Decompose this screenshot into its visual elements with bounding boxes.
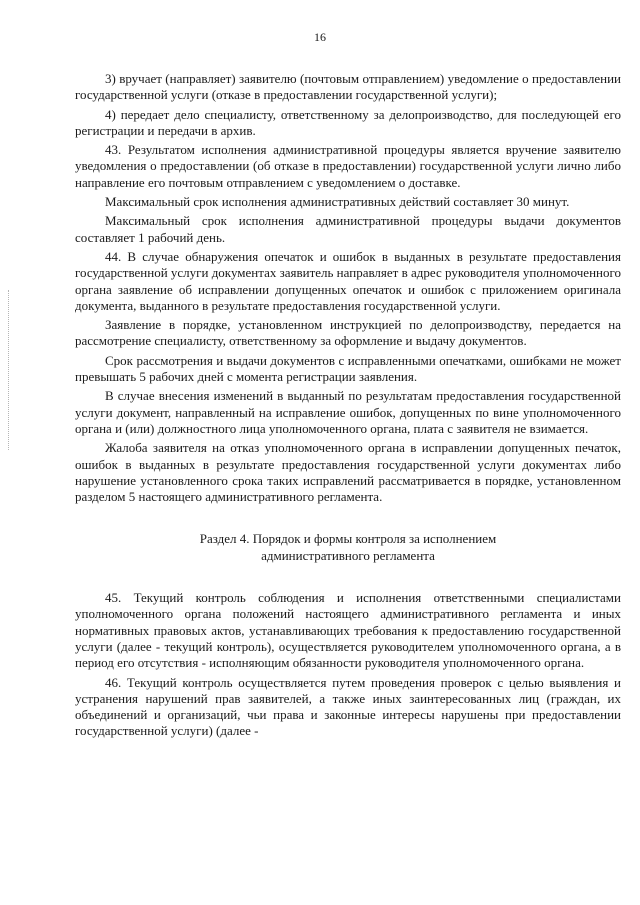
- paragraph-application: Заявление в порядке, установленном инструкцией по делопроизводству, передается на рассмотрение специалисту, ответственному за оформление и выдачу документов.: [75, 317, 621, 349]
- margin-binding-dots: [8, 290, 10, 450]
- paragraph-item-4: 4) передает дело специалисту, ответственному за делопроизводство, для последующей его регистрации и передачи в архив.: [75, 106, 621, 138]
- paragraph-46: 46. Текущий контроль осуществляется путем проведения проверок с целью выявления и устранения нарушений прав заявителей, а также иных заинтересованных лиц (граждан, их объединений и организаций, чьи права и законные интересы нарушены при предоставлении государственной услуги) (далее -: [75, 674, 621, 739]
- paragraph-max-time-actions: Максимальный срок исполнения административных действий составляет 30 минут.: [105, 194, 570, 210]
- document-body: [75, 71, 621, 743]
- paragraph-complaint: Жалоба заявителя на отказ уполномоченного органа в исправлении допущенных печаток, ошибок в выданных в результате предоставления государственной услуги документах либо нарушение установленного срока таких исправлений рассматривается в порядке, установленном разделом 5 настоящего административного регламента.: [75, 440, 621, 505]
- section-heading: Раздел 4. Порядок и формы контроля за исполнением административного регламента: [199, 531, 497, 563]
- page-number: 16: [314, 30, 326, 44]
- paragraph-max-time-procedure: Максимальный срок исполнения административной процедуры выдачи документов составляет 1 рабочий день.: [75, 213, 621, 245]
- paragraph-43: 43. Результатом исполнения административной процедуры является вручение заявителю уведомления о предоставлении (об отказе в предоставлении) государственной услуги лично либо направление его почтовым отправлением с уведомлением о доставке.: [75, 142, 621, 190]
- paragraph-review-term: Срок рассмотрения и выдачи документов с исправленными опечатками, ошибками не может превышать 5 рабочих дней с момента регистрации заявления.: [75, 352, 621, 385]
- paragraph-changes-fee: В случае внесения изменений в выданный по результатам предоставления государственной услуги документ, направленный на исправление ошибок, допущенных по вине уполномоченного органа и (или) должностного лица уполномоченного органа, плата с заявителя не взимается.: [75, 388, 621, 436]
- paragraph-item-3: 3) вручает (направляет) заявителю (почтовым отправлением) уведомление о предоставлении государственной услуги (отказе в предоставлении государственной услуги);: [75, 71, 621, 103]
- paragraph-45: 45. Текущий контроль соблюдения и исполнения ответственными специалистами уполномоченного органа положений настоящего административного регламента и иных нормативных правовых актов, устанавливающих требования к предоставлению государственной услуги (далее - текущий контроль), осуществляется руководителем уполномоченного органа, а в период его отсутствия - исполняющим обязанности руководителя уполномоченного органа.: [75, 590, 621, 671]
- paragraph-44: 44. В случае обнаружения опечаток и ошибок в выданных в результате предоставления государственной услуги документах заявитель направляет в адрес руководителя уполномоченного органа заявление об исправлении допущенных опечаток и ошибок с приложением оригинала документа, выданного в результате предоставления государственной услуги.: [75, 248, 621, 313]
